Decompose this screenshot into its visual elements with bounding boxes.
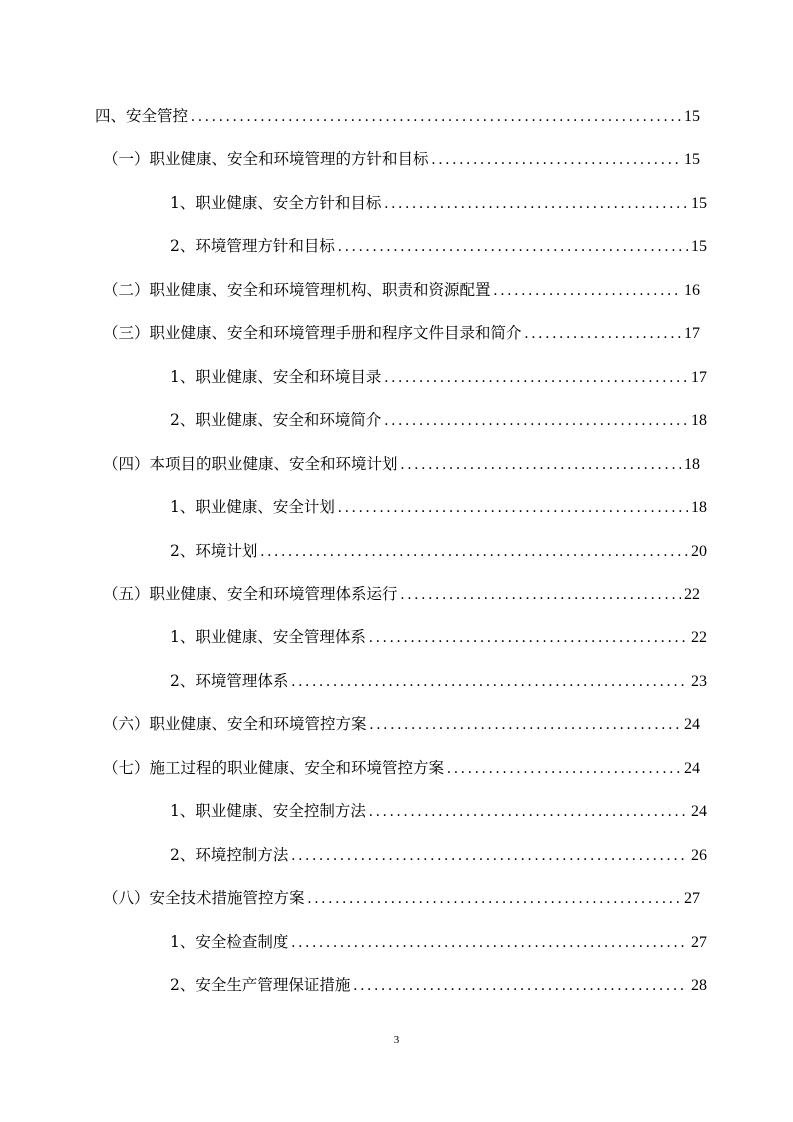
toc-entry-title: 1、职业健康、安全控制方法 [170,802,366,821]
toc-entry[interactable] [170,930,707,954]
toc-entry-title: 1、安全检查制度 [170,932,289,951]
toc-entry-title: 2、职业健康、安全和环境简介 [170,411,382,430]
dot-leader [447,757,681,781]
toc-entry-page: 24 [684,759,700,777]
toc-entry[interactable] [170,799,707,823]
toc-entry[interactable] [170,191,707,215]
dot-leader [401,453,681,477]
toc-entry-page: 17 [684,325,700,343]
toc-entry-page: 15 [691,238,707,256]
toc-entry-page: 18 [691,499,707,517]
toc-entry[interactable] [103,582,700,606]
toc-entry-title: 四、安全管控 [95,107,189,125]
toc-entry-title: （六）职业健康、安全和环境管控方案 [103,715,367,734]
toc-entry-page: 28 [691,977,707,994]
toc-entry-page: 23 [691,672,707,690]
dot-leader [370,713,681,737]
toc-entry-title: （八）安全技术措施管控方案 [103,889,305,908]
toc-entry-page: 18 [684,455,700,473]
toc-entry[interactable] [170,495,707,519]
toc-entry[interactable] [103,321,700,345]
toc-entry[interactable] [103,278,700,302]
dot-leader [384,366,688,390]
toc-entry[interactable] [103,756,700,780]
toc-entry-title: 1、职业健康、安全管理体系 [170,628,366,647]
dot-leader [353,974,688,998]
toc-entry-title: （七）施工过程的职业健康、安全和环境管控方案 [103,758,445,777]
toc-entry-title: 1、职业健康、安全和环境目录 [170,367,382,386]
toc-entry-title: 1、职业健康、安全计划 [170,498,335,517]
toc-entry-page: 27 [684,890,700,908]
toc-entry[interactable] [170,625,707,649]
dot-leader [525,322,681,346]
dot-leader [369,626,688,650]
toc-entry-title: 1、职业健康、安全方针和目标 [170,193,382,212]
dot-leader [494,279,681,303]
toc-entry-page: 22 [691,629,707,647]
toc-entry-title: （三）职业健康、安全和环境管理手册和程序文件目录和简介 [103,324,522,343]
toc-entry-page: 15 [684,151,700,169]
dot-leader [432,148,681,172]
toc-entry-title: （四）本项目的职业健康、安全和环境计划 [103,454,398,473]
dot-leader [191,105,681,129]
dot-leader [291,670,688,694]
dot-leader [338,235,688,259]
toc-entry-title: （二）职业健康、安全和环境管理机构、职责和资源配置 [103,280,491,299]
toc-entry[interactable] [103,452,700,476]
toc-entry[interactable] [103,147,700,171]
toc-entry-page: 22 [684,585,700,603]
toc-entry[interactable] [170,973,707,997]
dot-leader [291,931,688,955]
page-number: 3 [393,1034,400,1046]
toc-entry[interactable] [103,886,700,910]
toc-entry-page: 20 [691,542,707,560]
toc-entry[interactable] [170,669,707,693]
toc-entry[interactable] [103,712,700,736]
toc-entry-page: 24 [691,803,707,821]
toc-entry-title: 2、环境管理方针和目标 [170,237,335,256]
dot-leader [401,583,681,607]
toc-entry-title: 2、环境计划 [170,541,258,560]
dot-leader [384,409,688,433]
toc-entry-page: 18 [691,412,707,430]
toc-entry-title: 2、安全生产管理保证措施 [170,976,351,994]
toc-entry-title: （五）职业健康、安全和环境管理体系运行 [103,584,398,603]
toc-entry[interactable] [170,408,707,432]
toc-entry[interactable] [95,104,700,128]
dot-leader [384,192,688,216]
toc-entry-page: 24 [684,716,700,734]
toc-entry[interactable] [170,234,707,258]
toc-entry[interactable] [170,539,707,563]
toc-entry[interactable] [170,365,707,389]
toc-entry-page: 17 [691,368,707,386]
toc-entry-title: （一）职业健康、安全和环境管理的方针和目标 [103,150,429,169]
toc-entry-title: 2、环境控制方法 [170,845,289,864]
toc-entry-page: 26 [691,846,707,864]
dot-leader [369,800,688,824]
toc-entry-page: 27 [691,933,707,951]
toc-entry-page: 16 [684,281,700,299]
toc-entry[interactable] [170,843,707,867]
dot-leader [308,887,681,911]
dot-leader [260,540,688,564]
dot-leader [338,496,688,520]
toc-entry-page: 15 [691,194,707,212]
toc-entry-title: 2、环境管理体系 [170,671,289,690]
dot-leader [291,844,688,868]
toc-entry-page: 15 [684,108,700,125]
